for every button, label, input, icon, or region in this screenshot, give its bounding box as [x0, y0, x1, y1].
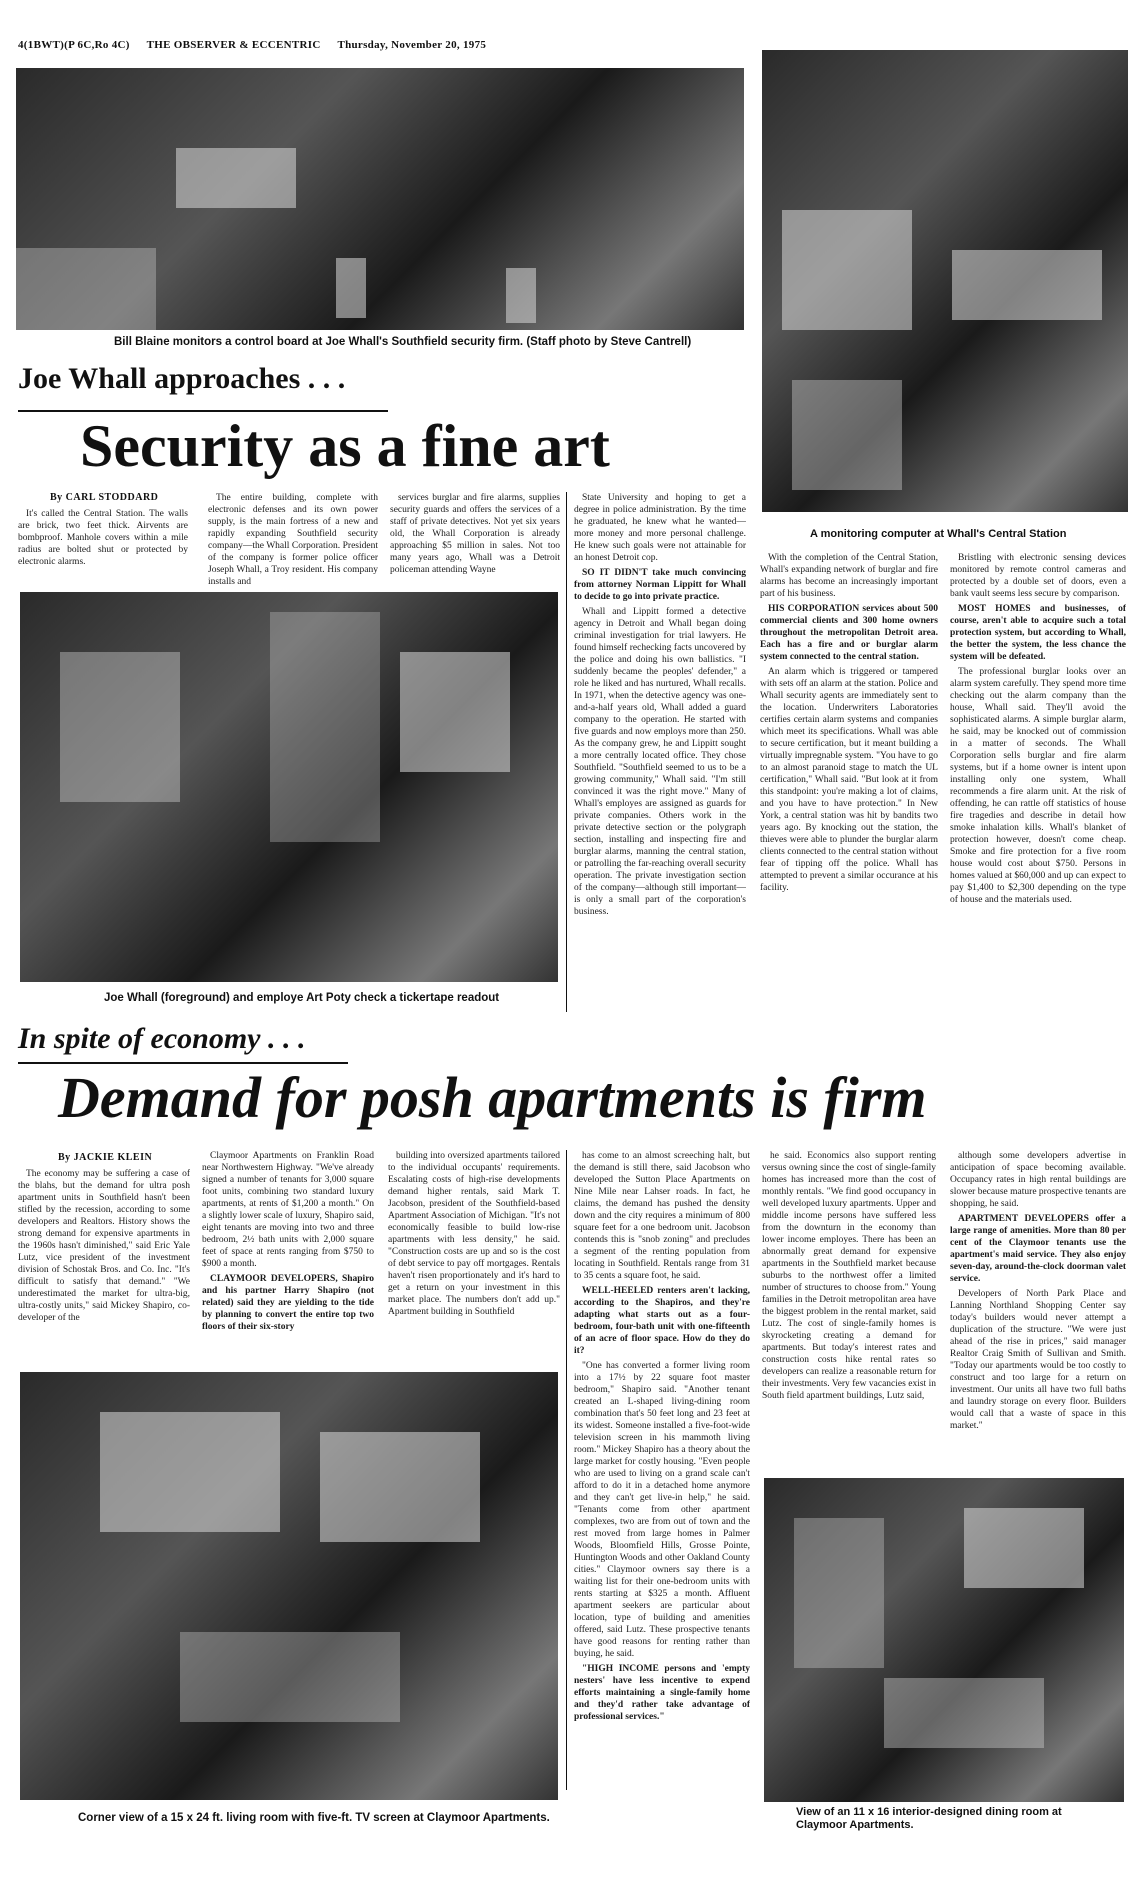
story2-col4-subhead: WELL-HEELED renters aren't lacking, according to the Shapiros, and they're adapting what starts out as a four-bedroom, four-bath unit with one-fifteenth of an acre of floor space. How do they do it?: [574, 1286, 750, 1356]
photo-dining-room: [764, 1478, 1124, 1802]
story2-col6-text: although some developers advertise in anticipation of space becoming available. Occupancy rates in high rental buildings are slower because mature prospective tenants are shopping, he said.: [950, 1151, 1126, 1209]
newspaper-name: THE OBSERVER & ECCENTRIC: [146, 39, 321, 51]
story2-col3-text: building into oversized apartments tailored to the individual occupants' requirements. Escalating costs of high-rise developments demand higher rentals, said Mark T. Jacobson, president of the Southfield-based Apartment Association of Michigan. "It's not economically feasible to build low-rise apartments with less density," he said. "Construction costs are up and so is the cost of debt service to pay off mortgages. Rentals haven't risen proportionately and it's hard to get a return on your investment in this market place. The numbers don't add up." Apartment building in Southfield: [388, 1151, 560, 1317]
story2-col2-text: Claymoor Apartments on Franklin Road near Northwestern Highway. "We've already signed a number of tenants for 3,000 square foot units, combining two standard luxury apartments, at rents of $1,200 a month." On a slightly lower scale of luxury, Shapiro said, eight tenants are moving into two and three bedroom, 2½ bath units with 2,000 square feet of space at rents ranging from $750 to $900 a month.: [202, 1151, 374, 1269]
photo-control-board: [16, 68, 744, 330]
story2-col6: [950, 1150, 1126, 1476]
story2-col2-subhead: CLAYMOOR DEVELOPERS, Shapiro and his partner Harry Shapiro (not related) said they are yielding to the tide by planning to convert the entire top two floors of their six-story: [202, 1274, 374, 1332]
story1-col4-subhead: SO IT DIDN'T take much convincing from attorney Norman Lippitt for Whall to decide to go into private practice.: [574, 568, 746, 602]
story1-headline: Security as a fine art: [80, 413, 610, 479]
story2-col6-text-b: Developers of North Park Place and Lanning Northland Shopping Center say today's builders would never attempt a duplication of the structure. "We were just ahead of the rise in prices," said manager Realtor Craig Smith of Sullivan and Smith. "Today our apartments would be too costly to construct and too large for a return on investment. Our units all have two full baths and laundry storage on every floor. Builders would call that a waste of space in this market.": [950, 1289, 1126, 1431]
story2-col4-text: has come to an almost screeching halt, but the demand is still there, said Jacobson who developed the Sutton Place Apartments on Nine Mile near Lahser roads. In fact, he claims, the demand has pushed the density down and the city requires a minimum of 800 square feet for a one bedroom unit. Jacobson contends this is "snob zoning" and precludes a segment of the renting population from locating in Southfield. Rentals range from 31 to 35 cents a square foot, he said.: [574, 1151, 750, 1281]
story2-col4-subhead-2: "HIGH INCOME persons and 'empty nesters' have less incentive to expend efforts maintaining a single-family home and they'd rather take advantage of professional services.": [574, 1664, 750, 1722]
story1-col1-text: It's called the Central Station. The walls are brick, two feet thick. Airvents are bombproof. Manhole covers within a mile radius are bolted shut or protected by electronic alarms.: [18, 509, 188, 567]
photo-caption-dining-room: View of an 11 x 16 interior-designed dining room at Claymoor Apartments.: [796, 1806, 1062, 1831]
story2-col4-text-b: "One has converted a former living room into a 17½ by 22 square foot master bedroom," Shapiro said. "Another tenant created an L-shaped living-dining room combination that's 50 feet long and 23 feet at its widest. Someone installed a five-foot-wide television screen in his mammoth living room." Mickey Shapiro has a theory about the large market for costly housing. "Even people who are used to living on a grand scale can't afford to do it in a detached home anymore and they can't get live-in help," he said. "Tenants come from other apartment complexes, two are from out of town and the rest moved from large homes in Palmer Woods, Bloomfield Hills, Grosse Pointe, Huntington Woods and other Oakland County cities." Claymoor owners say there is a waiting list for their one-bedroom units with rents starting at $325 a month. Affluent apartment seekers are particular about location, type of building and amenities offered, said Lutz. These prospective tenants have good reasons for renting rather than buying, he said.: [574, 1361, 750, 1659]
story2-byline: By JACKIE KLEIN: [58, 1152, 153, 1163]
photo-caption-living-room: Corner view of a 15 x 24 ft. living room with five-ft. TV screen at Claymoor Apartments.: [78, 1812, 550, 1824]
story2-headline: Demand for posh apartments is firm: [58, 1065, 927, 1130]
story1-col6-text: Bristling with electronic sensing devices monitored by remote control cameras and protected by a double set of doors, even a bank vault seems less secure by comparison.: [950, 553, 1126, 599]
story1-col5-text: With the completion of the Central Station, Whall's expanding network of burglar and fire alarms has become an increasingly important part of his business.: [760, 553, 938, 599]
photo-living-room: [20, 1372, 558, 1800]
story1-col3-text: services burglar and fire alarms, supplies security guards and offers the services of a staff of private detectives. Not yet six years old, the Whall Corporation is already approaching $5 million in sales. Not too many years ago, Whall was a Detroit policeman attending Wayne: [390, 493, 560, 575]
story1-col-divider: [566, 492, 567, 1012]
story2-col4: [574, 1150, 750, 1796]
story1-byline: By CARL STODDARD: [50, 492, 159, 503]
story1-kicker: Joe Whall approaches . . .: [18, 362, 346, 395]
story2-col2: [202, 1150, 374, 1368]
story1-col2: [208, 492, 378, 586]
story1-col4-text-b: Whall and Lippitt formed a detective agency in Detroit and Whall began doing criminal investigation for trial lawyers. He found himself rechecking facts uncovered by the police and doing his own ballistics. "I suddenly became the peoples' defender," a role he liked and has nurtured, Whall recalls. In 1971, when the detective agency was one-and-a-half years old, Whall added a guard company to the operation. He started with five guards and now employs more than 250. As the company grew, he and Lippitt sought a more centrally located office. They chose Southfield. "Southfield seemed to us to be a growing community," Whall said. "I'm still convinced it was the right move." Many of Whall's employes are assigned as guards for private companies. Others work in the private detective section or the polygraph section, installing and inspecting fire and burglar alarms, manning the central station, or patrolling the far-reaching overall security operation. The private investigation section of the company—although still important—is only a small part of the corporation's business.: [574, 607, 746, 917]
edition-code: 4(1BWT)(P 6C,Ro 4C): [18, 39, 130, 51]
story1-col3: [390, 492, 560, 586]
photo-caption-tickertape: Joe Whall (foreground) and employe Art Poty check a tickertape readout: [104, 992, 500, 1004]
story1-col6-text-b: The professional burglar looks over an alarm system carefully. They spend more time checking out the alarm company than the house, Whall said. They'll avoid the sophisticated alarms. A simple burglar alarm, he said, may be knocked out of commission in a matter of seconds. The Whall Corporation sells burglar and fire alarm systems, but if a home owner is intent upon installing only one system, Whall recommends a fire alarm unit. At the risk of offending, he can rattle off statistics of house fire tragedies and describe in detail how smoke inhalation kills. Whall's blanket of protection however, doesn't come cheap. Smoke and fire protection for a five room house would cost about $750. Persons in homes valued at $60,000 and up can expect to pay $1,400 to $2,300 depending on the type of house and the materials used.: [950, 667, 1126, 905]
story1-col1: [18, 508, 188, 586]
photo-monitoring-computer: [762, 50, 1128, 512]
story2-col1: [18, 1168, 190, 1368]
story1-col4-text: State University and hoping to get a degree in police administration. By the time he graduated, he knew what he wanted—more money and more personal challenge. He knew such goals were not attainable for an honest Detroit cop.: [574, 493, 746, 563]
story2-col6-subhead: APARTMENT DEVELOPERS offer a large range of amenities. More than 80 per cent of the Claymoor tenants use the apartment's maid service. They also enjoy seven-day, around-the-clock doorman valet service.: [950, 1214, 1126, 1284]
story2-col5: [762, 1150, 936, 1476]
story1-col5: [760, 552, 938, 1016]
story1-col4: [574, 492, 746, 1016]
story1-col6-subhead: MOST HOMES and businesses, of course, aren't able to acquire such a total protection system, but according to Whall, the better the system, the less chance the system will be defeated.: [950, 604, 1126, 662]
story1-col2-text: The entire building, complete with electronic defenses and its own power supply, is the main fortress of a new and rapidly expanding Southfield security company—the Whall Corporation. President of the company is former police officer Joseph Whall, a Troy resident. His company installs and: [208, 493, 378, 586]
issue-date: Thursday, November 20, 1975: [337, 39, 487, 51]
photo-caption-control-board: Bill Blaine monitors a control board at Joe Whall's Southfield security firm. (Staff photo by Steve Cantrell): [114, 336, 692, 348]
photo-caption-monitoring-computer: A monitoring computer at Whall's Central Station: [810, 528, 1067, 540]
story1-col5-text-b: An alarm which is triggered or tampered with sets off an alarm at the station. Police and Whall security agents are immediately sent to the location. Underwriters Laboratories certifies certain alarm systems and companies which meet its specifications. Whall was able to secure certification, but it meant building a virtually impregnable system. "You have to go to an almost paranoid stage to match the UL certification," Whall said. "But look at it from this standpoint: you're making a lot of claims, and you have to have protection." In New York, a central station was hit by bandits two years ago. By knocking out the station, the thieves were able to plunder the burglar alarm clients connected to the central station without fear of tipping off the police. Whall has attempted to prevent a similar occurance at his facility.: [760, 667, 938, 893]
story2-kicker: In spite of economy . . .: [18, 1022, 306, 1055]
story2-col-divider: [566, 1150, 567, 1790]
masthead: [18, 39, 500, 51]
story2-col1-text: The economy may be suffering a case of the blahs, but the demand for ultra posh apartment units in Southfield hasn't been stifled by the recession, according to some developers and Realtors. History shows the strong demand for expensive apartments in the 1960s hasn't diminished," said Eric Yale Lutz, vice president of the investment division of Schostak Bros. and Co. Inc. "It's difficult to satisfy that demand." "We underestimated the market for ultra-big, ultra-costly units," said Mickey Shapiro, co-developer of the: [18, 1169, 190, 1323]
story2-col3: [388, 1150, 560, 1368]
story1-col5-subhead: HIS CORPORATION services about 500 commercial clients and 300 home owners throughout the metropolitan Detroit area. Each has a fire and or burglar alarm system connected to the central station.: [760, 604, 938, 662]
story1-col6: [950, 552, 1126, 1016]
photo-tickertape: [20, 592, 558, 982]
story2-col5-text: he said. Economics also support renting versus owning since the cost of single-family homes has increased more than the cost of monthly rentals. "We find good occupancy in well developed luxury apartments. Upper and middle income persons have suffered less from the downturn in the economy than lower income employes. There has been an abnormally great demand for expensive apartments in the Southfield market because suburbs to the northwest offer a limited number of structures to choose from." Young families in the Detroit metropolitan area have the biggest problem in the rental market, said Lutz. The cost of single-family homes is skyrocketing creating a demand for apartments. But today's interest rates and construction costs hike rental rates so developers can realize a reasonable return for their investments. Very few vacancies exist in South field apartment buildings, Lutz said,: [762, 1151, 936, 1401]
